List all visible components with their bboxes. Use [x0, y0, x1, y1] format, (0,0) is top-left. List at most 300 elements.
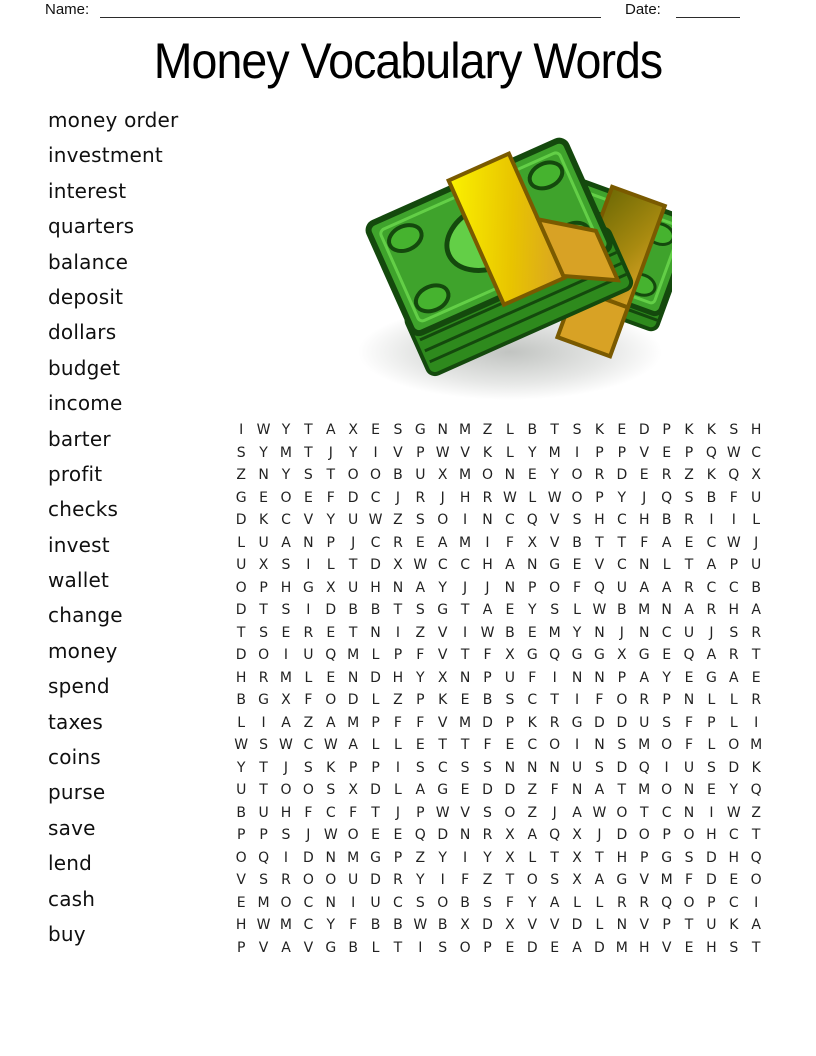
grid-letter: D — [325, 602, 337, 619]
grid-letter: F — [528, 669, 537, 686]
grid-letter: T — [684, 917, 694, 934]
grid-letter: W — [726, 444, 741, 461]
grid-letter: S — [595, 759, 604, 776]
grid-letter: A — [572, 804, 582, 821]
grid-letter: A — [527, 827, 538, 844]
grid-letter: M — [548, 444, 561, 461]
grid-letter: Q — [683, 647, 695, 664]
grid-letter: U — [639, 714, 650, 731]
grid-letter: D — [347, 489, 359, 506]
grid-letter: C — [661, 804, 672, 821]
name-blank-line — [100, 3, 601, 18]
grid-letter: A — [281, 939, 291, 956]
grid-letter: W — [547, 489, 562, 506]
grid-letter: M — [459, 714, 472, 731]
grid-letter: O — [370, 467, 382, 484]
grid-letter: J — [463, 579, 468, 596]
grid-letter: E — [505, 602, 515, 619]
grid-letter: G — [571, 647, 583, 664]
grid-letter: P — [483, 939, 492, 956]
grid-letter: W — [323, 737, 338, 754]
grid-letter: O — [683, 894, 695, 911]
grid-letter: R — [549, 714, 560, 731]
grid-letter: X — [281, 692, 291, 709]
grid-letter: F — [595, 692, 604, 709]
grid-letter: D — [594, 714, 605, 731]
grid-letter: W — [592, 804, 607, 821]
grid-letter: M — [279, 669, 293, 686]
grid-letter: N — [638, 557, 650, 574]
grid-letter: W — [368, 512, 383, 529]
grid-letter: T — [304, 444, 313, 461]
grid-letter: O — [616, 804, 628, 821]
grid-letter: M — [347, 714, 360, 731]
grid-letter: G — [526, 647, 538, 664]
grid-letter: I — [463, 849, 468, 866]
grid-letter: Y — [527, 602, 537, 619]
grid-letter: D — [616, 467, 628, 484]
grid-letter: R — [482, 827, 493, 844]
grid-letter: C — [728, 894, 739, 911]
grid-letter: H — [392, 669, 404, 686]
grid-letter: Z — [684, 467, 694, 484]
grid-letter: A — [281, 714, 291, 731]
grid-letter: E — [505, 737, 515, 754]
grid-letter: J — [351, 534, 356, 551]
grid-letter: S — [415, 759, 425, 776]
grid-letter: Y — [527, 894, 537, 911]
grid-letter: O — [661, 782, 673, 799]
grid-letter: Q — [661, 489, 673, 506]
grid-letter: R — [393, 872, 403, 889]
grid-letter: H — [706, 827, 717, 844]
grid-letter: N — [504, 759, 516, 776]
grid-letter: F — [550, 782, 559, 799]
grid-letter: N — [683, 804, 695, 821]
grid-letter: S — [393, 422, 403, 439]
grid-letter: W — [413, 557, 428, 574]
grid-letter: J — [328, 444, 333, 461]
letter-grid — [230, 419, 767, 959]
grid-letter: P — [617, 669, 627, 686]
grid-letter: B — [527, 422, 538, 439]
grid-letter: N — [571, 669, 583, 686]
grid-letter: D — [302, 849, 314, 866]
grid-letter: Z — [751, 804, 761, 821]
grid-letter: P — [707, 714, 716, 731]
word-list-item: investment — [48, 143, 163, 168]
grid-letter: A — [706, 647, 717, 664]
grid-letter: P — [707, 894, 716, 911]
date-blank-line — [676, 3, 740, 18]
grid-letter: A — [505, 557, 515, 574]
grid-letter: C — [728, 827, 739, 844]
grid-letter: R — [728, 647, 739, 664]
grid-letter: W — [435, 444, 450, 461]
grid-letter: S — [415, 512, 425, 529]
grid-letter: Q — [593, 579, 605, 596]
grid-letter: D — [571, 917, 583, 934]
grid-letter: T — [595, 849, 604, 866]
grid-letter: S — [236, 444, 246, 461]
grid-letter: X — [505, 849, 515, 866]
grid-letter: C — [393, 894, 403, 911]
grid-letter: O — [459, 939, 471, 956]
grid-letter: P — [505, 714, 515, 731]
grid-letter: A — [281, 534, 291, 551]
grid-letter: W — [323, 827, 338, 844]
grid-letter: X — [572, 849, 582, 866]
grid-letter: X — [348, 422, 358, 439]
grid-letter: Y — [572, 624, 582, 641]
grid-letter: G — [414, 422, 426, 439]
grid-letter: O — [571, 467, 583, 484]
grid-letter: S — [729, 939, 739, 956]
grid-letter: S — [415, 602, 425, 619]
grid-letter: A — [684, 602, 694, 619]
grid-letter: S — [572, 422, 582, 439]
grid-letter: X — [460, 917, 470, 934]
grid-letter: I — [485, 534, 490, 551]
grid-letter: Y — [662, 669, 671, 686]
grid-letter: I — [306, 557, 311, 574]
grid-letter: M — [257, 894, 270, 911]
grid-letter: Z — [393, 512, 403, 529]
grid-letter: D — [526, 939, 538, 956]
grid-letter: O — [481, 467, 493, 484]
grid-letter: R — [303, 624, 314, 641]
grid-letter: D — [504, 782, 516, 799]
grid-letter: O — [347, 827, 359, 844]
grid-letter: P — [236, 939, 246, 956]
word-list-item: money order — [48, 108, 179, 132]
grid-letter: Y — [326, 512, 336, 529]
grid-letter: N — [661, 602, 672, 619]
grid-letter: C — [527, 692, 538, 709]
grid-letter: Z — [415, 849, 426, 866]
grid-letter: A — [639, 669, 650, 686]
grid-letter: X — [505, 917, 515, 934]
grid-letter: S — [684, 849, 694, 866]
grid-letter: L — [304, 669, 313, 686]
grid-letter: X — [572, 827, 582, 844]
grid-letter: N — [325, 894, 336, 911]
grid-letter: E — [527, 624, 537, 641]
grid-letter: H — [638, 939, 650, 956]
grid-letter: J — [642, 489, 647, 506]
grid-letter: V — [460, 804, 470, 821]
word-list-item: barter — [48, 426, 111, 451]
grid-letter: N — [527, 759, 538, 776]
grid-letter: I — [283, 647, 289, 664]
grid-letter: Q — [661, 894, 673, 911]
grid-letter: C — [504, 512, 515, 529]
grid-letter: C — [437, 759, 448, 776]
grid-letter: L — [595, 917, 604, 934]
header — [0, 0, 816, 26]
grid-letter: G — [549, 557, 561, 574]
grid-letter: O — [325, 872, 337, 889]
grid-letter: Z — [236, 467, 246, 484]
grid-letter: H — [750, 422, 762, 439]
grid-letter: N — [303, 534, 314, 551]
grid-letter: B — [393, 467, 403, 484]
grid-letter: T — [259, 782, 268, 799]
grid-letter: B — [505, 624, 515, 641]
grid-letter: O — [258, 647, 270, 664]
grid-letter: D — [370, 557, 381, 574]
grid-letter: N — [527, 557, 538, 574]
grid-letter: P — [416, 804, 425, 821]
grid-letter: E — [371, 827, 380, 844]
grid-letter: V — [236, 872, 246, 889]
grid-letter: O — [616, 692, 628, 709]
grid-letter: T — [751, 647, 761, 664]
grid-letter: E — [684, 534, 694, 551]
grid-letter: O — [437, 512, 449, 529]
grid-letter: E — [706, 782, 716, 799]
grid-letter: X — [325, 579, 336, 596]
grid-letter: P — [416, 444, 425, 461]
grid-letter: S — [483, 804, 492, 821]
grid-letter: T — [236, 624, 246, 641]
word-list-item: purse — [48, 780, 106, 805]
grid-letter: C — [370, 489, 381, 506]
grid-letter: O — [549, 579, 561, 596]
grid-letter: L — [326, 557, 335, 574]
grid-letter: S — [505, 692, 515, 709]
grid-letter: F — [326, 489, 335, 506]
grid-letter: V — [639, 872, 650, 889]
grid-letter: V — [303, 512, 314, 529]
grid-letter: C — [527, 737, 538, 754]
grid-letter: H — [482, 557, 493, 574]
grid-letter: F — [505, 534, 514, 551]
grid-letter: Z — [482, 422, 493, 439]
grid-letter: A — [661, 579, 672, 596]
grid-letter: I — [395, 759, 400, 776]
word-list-item: change — [48, 603, 123, 628]
grid-letter: R — [594, 467, 605, 484]
grid-letter: T — [460, 647, 470, 664]
grid-letter: R — [639, 692, 650, 709]
word-list-item: quarters — [48, 214, 135, 239]
grid-letter: P — [371, 759, 380, 776]
word-list-item: save — [48, 815, 96, 840]
grid-letter: M — [279, 444, 293, 461]
grid-letter: A — [325, 714, 336, 731]
grid-letter: L — [707, 692, 716, 709]
grid-letter: L — [505, 422, 514, 439]
grid-letter: H — [728, 849, 740, 866]
grid-letter: G — [594, 647, 605, 664]
grid-letter: D — [370, 782, 381, 799]
grid-letter: Y — [348, 444, 358, 461]
grid-letter: S — [281, 602, 291, 619]
grid-letter: A — [348, 737, 358, 754]
grid-letter: V — [661, 939, 672, 956]
grid-letter: V — [437, 714, 448, 731]
grid-letter: N — [594, 669, 605, 686]
grid-letter: L — [752, 512, 761, 529]
grid-letter: C — [303, 894, 314, 911]
grid-letter: N — [482, 512, 493, 529]
grid-letter: F — [483, 647, 492, 664]
word-list-item: money — [48, 638, 118, 663]
grid-letter: E — [303, 489, 313, 506]
grid-letter: J — [552, 804, 557, 821]
grid-letter: C — [437, 557, 448, 574]
grid-letter: T — [259, 602, 268, 619]
grid-letter: L — [528, 849, 537, 866]
grid-letter: E — [617, 422, 627, 439]
word-list-item: deposit — [48, 284, 124, 309]
grid-letter: X — [348, 782, 358, 799]
grid-letter: L — [729, 692, 738, 709]
grid-letter: L — [394, 737, 402, 754]
grid-letter: X — [572, 872, 582, 889]
grid-letter: V — [549, 534, 560, 551]
grid-letter: A — [325, 422, 336, 439]
grid-letter: G — [661, 849, 673, 866]
grid-letter: U — [236, 557, 247, 574]
grid-letter: L — [371, 692, 380, 709]
grid-letter: S — [415, 894, 425, 911]
grid-letter: Y — [483, 849, 492, 866]
grid-letter: H — [280, 804, 292, 821]
grid-letter: Y — [326, 917, 336, 934]
grid-letter: P — [595, 489, 604, 506]
grid-letter: O — [325, 692, 337, 709]
grid-letter: D — [370, 669, 381, 686]
grid-letter: K — [482, 444, 493, 461]
grid-letter: P — [729, 557, 739, 574]
grid-letter: U — [303, 647, 314, 664]
grid-letter: K — [684, 422, 694, 439]
grid-letter: W — [413, 917, 428, 934]
grid-letter: A — [482, 602, 493, 619]
grid-letter: C — [460, 557, 470, 574]
grid-letter: O — [437, 894, 449, 911]
grid-letter: H — [370, 579, 381, 596]
grid-letter: M — [347, 647, 360, 664]
word-list-item: income — [48, 391, 123, 416]
grid-letter: D — [728, 759, 740, 776]
grid-letter: O — [750, 872, 762, 889]
grid-letter: V — [437, 624, 448, 641]
grid-letter: E — [460, 692, 470, 709]
grid-letter: V — [594, 557, 605, 574]
grid-letter: I — [373, 444, 378, 461]
grid-letter: R — [415, 489, 426, 506]
grid-letter: K — [438, 692, 448, 709]
grid-letter: H — [280, 579, 292, 596]
grid-letter: B — [572, 534, 582, 551]
grid-letter: X — [437, 669, 448, 686]
grid-letter: U — [258, 804, 269, 821]
grid-letter: G — [370, 849, 381, 866]
grid-letter: P — [483, 669, 492, 686]
word-list-item: profit — [48, 461, 103, 486]
grid-letter: B — [370, 917, 381, 934]
name-label: Name: — [45, 1, 90, 18]
grid-letter: S — [662, 714, 672, 731]
grid-letter: R — [639, 894, 650, 911]
grid-letter: S — [572, 512, 582, 529]
word-list-item: balance — [48, 249, 129, 274]
grid-letter: H — [235, 917, 247, 934]
grid-letter: Y — [281, 467, 291, 484]
grid-letter: F — [393, 714, 402, 731]
grid-letter: B — [348, 602, 358, 619]
grid-letter: T — [617, 534, 627, 551]
grid-letter: T — [460, 602, 470, 619]
grid-letter: J — [306, 827, 311, 844]
grid-letter: C — [281, 512, 291, 529]
grid-letter: I — [574, 444, 580, 461]
grid-letter: U — [751, 557, 762, 574]
grid-letter: W — [480, 624, 495, 641]
grid-letter: I — [709, 804, 714, 821]
grid-letter: T — [550, 849, 559, 866]
grid-letter: D — [594, 939, 605, 956]
grid-letter: C — [616, 557, 627, 574]
grid-letter: I — [552, 669, 557, 686]
grid-letter: R — [706, 602, 717, 619]
grid-letter: Q — [750, 849, 762, 866]
grid-letter: K — [729, 917, 739, 934]
grid-letter: D — [706, 872, 717, 889]
grid-letter: G — [302, 579, 314, 596]
grid-letter: R — [751, 692, 762, 709]
grid-letter: P — [326, 534, 335, 551]
grid-letter: U — [236, 782, 247, 799]
grid-letter: C — [706, 579, 717, 596]
grid-letter: C — [616, 512, 627, 529]
grid-letter: M — [638, 782, 651, 799]
grid-letter: T — [259, 759, 268, 776]
grid-letter: I — [574, 737, 580, 754]
grid-letter: D — [347, 692, 359, 709]
grid-letter: H — [706, 939, 717, 956]
grid-letter: G — [437, 602, 449, 619]
grid-letter: Y — [281, 422, 291, 439]
grid-letter: P — [662, 917, 671, 934]
grid-letter: F — [684, 872, 694, 889]
grid-letter: V — [549, 917, 560, 934]
grid-letter: F — [684, 737, 694, 754]
page-title: Money Vocabulary Words — [153, 33, 663, 89]
grid-letter: L — [371, 647, 380, 664]
grid-letter: S — [706, 759, 716, 776]
grid-letter: A — [437, 534, 448, 551]
grid-letter: Y — [729, 782, 739, 799]
grid-letter: P — [371, 714, 380, 731]
grid-letter: P — [259, 827, 268, 844]
grid-letter: L — [394, 782, 402, 799]
grid-letter: D — [616, 827, 628, 844]
grid-letter: Y — [236, 759, 246, 776]
grid-letter: P — [662, 692, 671, 709]
grid-letter: I — [754, 714, 759, 731]
grid-letter: H — [616, 849, 628, 866]
grid-letter: E — [393, 827, 403, 844]
grid-letter: W — [435, 804, 450, 821]
grid-letter: S — [483, 759, 492, 776]
grid-letter: L — [573, 602, 581, 619]
grid-letter: T — [751, 939, 761, 956]
grid-letter: T — [505, 872, 515, 889]
